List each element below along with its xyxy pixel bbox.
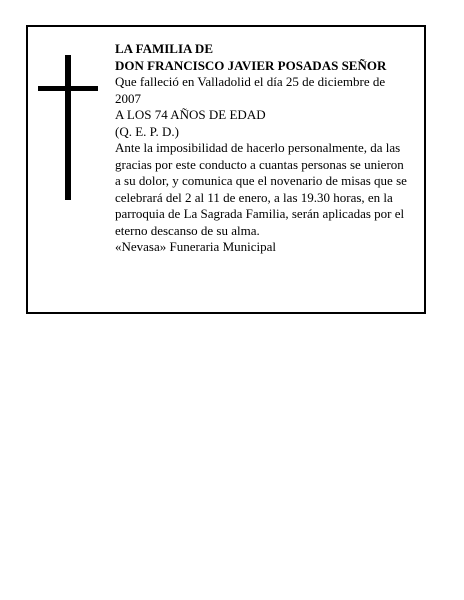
cross-horizontal-bar (38, 86, 98, 91)
funeral-home: «Nevasa» Funeraria Municipal (115, 239, 277, 254)
age-line: A LOS 74 AÑOS DE EDAD (115, 107, 266, 122)
rip-line: (Q. E. P. D.) (115, 123, 179, 139)
cross-vertical-bar (65, 55, 71, 200)
notice-text (115, 41, 411, 256)
heading-family: LA FAMILIA DE (115, 41, 213, 56)
body-paragraph: Ante la imposibilidad de hacerlo personalmente, da las gracias por este conducto a cuantas personas se unieron a su dolor, y comunica que el novenario de misas que se celebrará del 2 al 11 de enero, a las 19.30 horas, en la parroquia de La Sagrada Familia, serán aplicadas por el eterno descanso de su alma. (115, 140, 407, 238)
heading-deceased-name: DON FRANCISCO JAVIER POSADAS SEÑOR (115, 57, 387, 73)
obituary-notice (26, 25, 426, 314)
cross-icon (38, 55, 98, 200)
death-date-line: Que falleció en Valladolid el día 25 de diciembre de 2007 (115, 74, 386, 106)
